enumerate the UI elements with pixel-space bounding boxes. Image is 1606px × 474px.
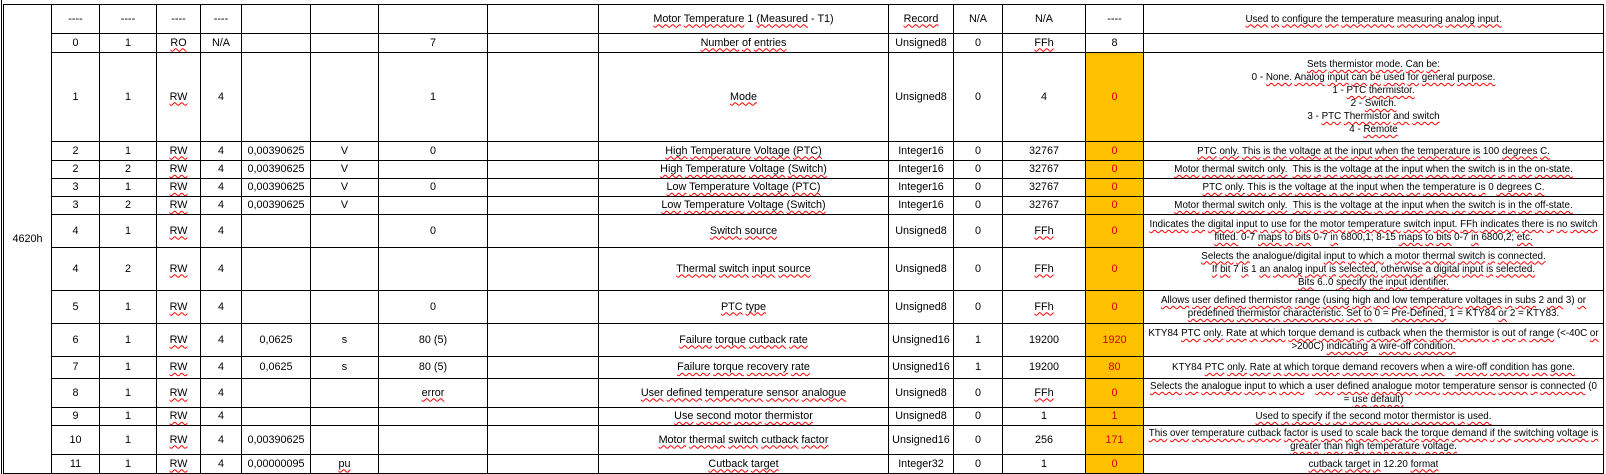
cell-slot[interactable]: 4 <box>201 379 242 408</box>
cell-spare[interactable] <box>488 291 599 324</box>
cell-sub-count[interactable]: 1 <box>100 455 157 474</box>
cell-sub-count[interactable]: 1 <box>100 142 157 161</box>
cell-max[interactable]: 32767 <box>1003 197 1086 215</box>
cell-spare[interactable] <box>488 248 599 291</box>
cell-units[interactable]: V <box>311 161 379 179</box>
table-row <box>4 161 1604 179</box>
cell-subindex[interactable]: 8 <box>52 379 100 408</box>
cell-default[interactable] <box>379 5 488 34</box>
cell-slot[interactable]: 4 <box>201 426 242 455</box>
cell-data-type[interactable]: Integer16 <box>889 197 954 215</box>
cell-value[interactable]: ---- <box>1086 5 1144 34</box>
cell-max[interactable]: 32767 <box>1003 142 1086 161</box>
cell-value[interactable]: 0 <box>1086 197 1144 215</box>
cell-access[interactable]: RW <box>157 142 201 161</box>
cell-min[interactable]: 0 <box>954 408 1003 426</box>
cell-spare[interactable] <box>488 34 599 53</box>
cell-subindex[interactable]: 2 <box>52 161 100 179</box>
cell-slot[interactable]: 4 <box>201 357 242 379</box>
cell-value[interactable]: 0 <box>1086 248 1144 291</box>
cell-name[interactable]: Motor Temperature 1 (Measured - T1) <box>599 5 889 34</box>
table-row <box>4 248 1604 291</box>
cell-sub-count[interactable]: ---- <box>100 5 157 34</box>
cell-name[interactable]: Mode <box>599 53 889 142</box>
cell-access[interactable]: RW <box>157 53 201 142</box>
cell-slot[interactable]: ---- <box>201 5 242 34</box>
dictionary-table-body <box>4 5 1604 474</box>
cell-units[interactable]: V <box>311 197 379 215</box>
cell-access[interactable]: RW <box>157 248 201 291</box>
cell-scaling[interactable]: 0,00390625 <box>242 179 311 197</box>
cell-spare[interactable] <box>488 324 599 357</box>
cell-sub-count[interactable]: 1 <box>100 324 157 357</box>
table-row <box>4 197 1604 215</box>
cell-units[interactable]: V <box>311 142 379 161</box>
cell-name[interactable]: Low Temperature Voltage (Switch) <box>599 197 889 215</box>
cell-sub-count[interactable]: 1 <box>100 357 157 379</box>
cell-description[interactable]: Motor thermal switch only. This is the voltage at the input when the switch is in the on-state. <box>1144 161 1604 179</box>
table-row <box>4 215 1604 248</box>
cell-access[interactable]: RW <box>157 455 201 474</box>
cell-value[interactable]: 0 <box>1086 215 1144 248</box>
cell-description[interactable]: PTC only. This is the voltage at the input when the temperature is 0 degrees C. <box>1144 179 1604 197</box>
cell-default[interactable]: 80 (5) <box>379 357 488 379</box>
cell-min[interactable]: 0 <box>954 248 1003 291</box>
cell-access[interactable]: RW <box>157 357 201 379</box>
cell-scaling[interactable]: 0,00000095 <box>242 455 311 474</box>
cell-sub-count[interactable]: 1 <box>100 379 157 408</box>
cell-scaling[interactable] <box>242 408 311 426</box>
cell-sub-count[interactable]: 1 <box>100 215 157 248</box>
cell-subindex[interactable]: 11 <box>52 455 100 474</box>
cell-subindex[interactable]: 9 <box>52 408 100 426</box>
table-row <box>4 455 1604 474</box>
cell-units[interactable] <box>311 248 379 291</box>
cell-slot[interactable]: 4 <box>201 161 242 179</box>
cell-scaling[interactable] <box>242 215 311 248</box>
cell-spare[interactable] <box>488 197 599 215</box>
cell-data-type[interactable]: Unsigned8 <box>889 408 954 426</box>
cell-subindex[interactable]: 7 <box>52 357 100 379</box>
cell-min[interactable]: N/A <box>954 5 1003 34</box>
cell-subindex[interactable]: 6 <box>52 324 100 357</box>
cell-default[interactable] <box>379 426 488 455</box>
cell-scaling[interactable] <box>242 5 311 34</box>
cell-subindex[interactable]: 4 <box>52 215 100 248</box>
cell-name[interactable]: Low Temperature Voltage (PTC) <box>599 179 889 197</box>
cell-default[interactable]: 0 <box>379 291 488 324</box>
cell-subindex[interactable]: 2 <box>52 142 100 161</box>
table-row <box>4 34 1604 53</box>
cell-sub-count[interactable]: 1 <box>100 408 157 426</box>
cell-data-type[interactable]: Unsigned8 <box>889 248 954 291</box>
cell-units[interactable] <box>311 215 379 248</box>
cell-slot[interactable]: 4 <box>201 215 242 248</box>
cell-min[interactable]: 0 <box>954 179 1003 197</box>
cell-units[interactable]: V <box>311 179 379 197</box>
cell-data-type[interactable]: Unsigned16 <box>889 324 954 357</box>
cell-data-type[interactable]: Unsigned8 <box>889 291 954 324</box>
cell-scaling[interactable]: 0,00390625 <box>242 142 311 161</box>
cell-scaling[interactable] <box>242 53 311 142</box>
cell-description[interactable]: Selects the analogue/digital input to which a motor thermal switch is connected. If bit 7 is 1 an analog input is selected, otherwise a digital input is selected. Bits 6..0 specify the input identifier. <box>1144 248 1604 291</box>
cell-spare[interactable] <box>488 455 599 474</box>
table-row <box>4 179 1604 197</box>
cell-access[interactable]: RW <box>157 161 201 179</box>
cell-sub-count[interactable]: 1 <box>100 34 157 53</box>
cell-name[interactable]: User defined temperature sensor analogue <box>599 379 889 408</box>
cell-access[interactable]: RW <box>157 379 201 408</box>
cell-subindex[interactable]: 10 <box>52 426 100 455</box>
cell-scaling[interactable]: 0,0625 <box>242 357 311 379</box>
table-row <box>4 291 1604 324</box>
cell-min[interactable]: 0 <box>954 197 1003 215</box>
cell-slot[interactable]: 4 <box>201 197 242 215</box>
cell-slot[interactable]: N/A <box>201 34 242 53</box>
cell-sub-count[interactable]: 2 <box>100 161 157 179</box>
cell-data-type[interactable]: Unsigned8 <box>889 215 954 248</box>
cell-name[interactable]: PTC type <box>599 291 889 324</box>
cell-max[interactable]: FFh <box>1003 248 1086 291</box>
cell-slot[interactable]: 4 <box>201 408 242 426</box>
cell-spare[interactable] <box>488 179 599 197</box>
cell-units[interactable] <box>311 34 379 53</box>
table-row <box>4 408 1604 426</box>
object-dictionary-table <box>3 4 1604 474</box>
cell-default[interactable]: 0 <box>379 215 488 248</box>
cell-max[interactable]: 32767 <box>1003 179 1086 197</box>
cell-value[interactable]: 0 <box>1086 142 1144 161</box>
cell-min[interactable]: 1 <box>954 357 1003 379</box>
cell-subindex[interactable]: 4 <box>52 248 100 291</box>
cell-min[interactable]: 0 <box>954 53 1003 142</box>
cell-slot[interactable]: 4 <box>201 142 242 161</box>
cell-spare[interactable] <box>488 142 599 161</box>
cell-spare[interactable] <box>488 357 599 379</box>
cell-description[interactable]: Motor thermal switch only. This is the voltage at the input when the switch is in the off-state. <box>1144 197 1604 215</box>
cell-value[interactable]: 8 <box>1086 34 1144 53</box>
cell-access[interactable]: RW <box>157 324 201 357</box>
cell-name[interactable]: High Temperature Voltage (PTC) <box>599 142 889 161</box>
cell-units[interactable]: s <box>311 324 379 357</box>
cell-scaling[interactable]: 0,0625 <box>242 324 311 357</box>
cell-data-type[interactable]: Unsigned8 <box>889 34 954 53</box>
cell-name[interactable]: High Temperature Voltage (Switch) <box>599 161 889 179</box>
cell-subindex[interactable]: 1 <box>52 53 100 142</box>
table-row <box>4 5 1604 34</box>
cell-units[interactable] <box>311 291 379 324</box>
cell-description[interactable]: This over temperature cutback factor is used to scale back the torque demand if the switching voltage is greater than high temperature voltage. <box>1144 426 1604 455</box>
cell-slot[interactable]: 4 <box>201 455 242 474</box>
cell-max[interactable]: FFh <box>1003 34 1086 53</box>
cell-object-index[interactable]: 4620h <box>4 5 52 474</box>
cell-value[interactable]: 0 <box>1086 53 1144 142</box>
cell-access[interactable]: RW <box>157 179 201 197</box>
cell-subindex[interactable]: 5 <box>52 291 100 324</box>
cell-data-type[interactable]: Unsigned16 <box>889 426 954 455</box>
cell-subindex[interactable]: 0 <box>52 34 100 53</box>
cell-value[interactable]: 0 <box>1086 455 1144 474</box>
cell-description[interactable]: Allows user defined thermistor range (using high and low temperature voltages in subs 2 and 3) or predefined thermistor characteristic. Set to 0 = Pre-Defined, 1 = KTY84 or 2 = KTY83. <box>1144 291 1604 324</box>
cell-access[interactable]: RW <box>157 215 201 248</box>
cell-scaling[interactable] <box>242 248 311 291</box>
cell-value[interactable]: 80 <box>1086 357 1144 379</box>
cell-spare[interactable] <box>488 408 599 426</box>
cell-sub-count[interactable]: 2 <box>100 248 157 291</box>
cell-default[interactable]: 7 <box>379 34 488 53</box>
cell-default[interactable] <box>379 408 488 426</box>
cell-data-type[interactable]: Record <box>889 5 954 34</box>
cell-min[interactable]: 0 <box>954 34 1003 53</box>
cell-spare[interactable] <box>488 53 599 142</box>
cell-access[interactable]: RW <box>157 291 201 324</box>
cell-value[interactable]: 1 <box>1086 408 1144 426</box>
cell-value[interactable]: 0 <box>1086 161 1144 179</box>
cell-units[interactable] <box>311 53 379 142</box>
cell-max[interactable]: FFh <box>1003 215 1086 248</box>
cell-slot[interactable]: 4 <box>201 248 242 291</box>
cell-spare[interactable] <box>488 5 599 34</box>
cell-scaling[interactable]: 0,00390625 <box>242 197 311 215</box>
cell-sub-count[interactable]: 2 <box>100 197 157 215</box>
table-row <box>4 426 1604 455</box>
dictionary-table <box>3 4 1604 474</box>
cell-max[interactable]: 256 <box>1003 426 1086 455</box>
cell-units[interactable] <box>311 5 379 34</box>
cell-sub-count[interactable]: 1 <box>100 53 157 142</box>
cell-spare[interactable] <box>488 161 599 179</box>
cell-access[interactable]: RO <box>157 34 201 53</box>
cell-max[interactable]: 1 <box>1003 455 1086 474</box>
cell-data-type[interactable]: Integer16 <box>889 179 954 197</box>
cell-default[interactable] <box>379 248 488 291</box>
cell-description[interactable]: Sets thermistor mode. Can be: 0 - None. Analog input can be used for general purpose. 1 - PTC thermistor. 2 - Switch. 3 - PTC Thermistor and switch 4 - Remote <box>1144 53 1604 142</box>
cell-max[interactable]: 19200 <box>1003 324 1086 357</box>
cell-name[interactable]: Motor thermal switch cutback factor <box>599 426 889 455</box>
cell-units[interactable] <box>311 426 379 455</box>
cell-name[interactable]: Use second motor thermistor <box>599 408 889 426</box>
cell-spare[interactable] <box>488 426 599 455</box>
cell-description[interactable]: KTY84 PTC only. Rate at which torque demand recovers when a wire-off condition has gone. <box>1144 357 1604 379</box>
cell-max[interactable]: N/A <box>1003 5 1086 34</box>
cell-max[interactable]: 32767 <box>1003 161 1086 179</box>
cell-description[interactable]: Indicates the digital input to use for the motor temperature switch input. FFh indicates there is no switch fitted. 0-7 maps to bits 0-7 in 6800,1; 8-15 maps to bits 0-7 in 6800,2; etc. <box>1144 215 1604 248</box>
cell-data-type[interactable]: Unsigned8 <box>889 53 954 142</box>
cell-default[interactable]: 80 (5) <box>379 324 488 357</box>
cell-name[interactable]: Cutback target <box>599 455 889 474</box>
cell-data-type[interactable]: Unsigned8 <box>889 379 954 408</box>
cell-scaling[interactable] <box>242 291 311 324</box>
cell-scaling[interactable]: 0,00390625 <box>242 161 311 179</box>
cell-subindex[interactable]: 3 <box>52 179 100 197</box>
cell-min[interactable]: 0 <box>954 291 1003 324</box>
cell-units[interactable] <box>311 408 379 426</box>
cell-value[interactable]: 0 <box>1086 291 1144 324</box>
cell-data-type[interactable]: Unsigned16 <box>889 357 954 379</box>
cell-max[interactable]: 19200 <box>1003 357 1086 379</box>
cell-description[interactable]: Used to specify if the second motor thermistor is used. <box>1144 408 1604 426</box>
cell-description[interactable]: Used to configure the temperature measuring analog input. <box>1144 5 1604 34</box>
cell-subindex[interactable]: ---- <box>52 5 100 34</box>
cell-access[interactable]: ---- <box>157 5 201 34</box>
cell-description[interactable]: PTC only. This is the voltage at the input when the temperature is 100 degrees C. <box>1144 142 1604 161</box>
cell-scaling[interactable]: 0,00390625 <box>242 426 311 455</box>
cell-min[interactable]: 0 <box>954 161 1003 179</box>
cell-description[interactable]: Selects the analogue input to which a user defined analogue motor temperature sensor is connected (0 = use default) <box>1144 379 1604 408</box>
cell-min[interactable]: 0 <box>954 379 1003 408</box>
cell-name[interactable]: Number of entries <box>599 34 889 53</box>
cell-slot[interactable]: 4 <box>201 53 242 142</box>
cell-units[interactable]: pu <box>311 455 379 474</box>
cell-default[interactable]: 0 <box>379 179 488 197</box>
cell-subindex[interactable]: 3 <box>52 197 100 215</box>
cell-default[interactable]: 1 <box>379 53 488 142</box>
cell-description[interactable]: KTY84 PTC only. Rate at which torque demand is cutback when the thermistor is out of range (<-40C or >200C) indicating a wire-off condition. <box>1144 324 1604 357</box>
cell-spare[interactable] <box>488 215 599 248</box>
cell-value[interactable]: 1920 <box>1086 324 1144 357</box>
cell-description[interactable]: cutback target in 12.20 format <box>1144 455 1604 474</box>
cell-max[interactable]: FFh <box>1003 291 1086 324</box>
cell-name[interactable]: Switch source <box>599 215 889 248</box>
cell-slot[interactable]: 4 <box>201 179 242 197</box>
cell-min[interactable]: 1 <box>954 324 1003 357</box>
cell-default[interactable] <box>379 161 488 179</box>
cell-value[interactable]: 171 <box>1086 426 1144 455</box>
cell-default[interactable] <box>379 455 488 474</box>
cell-scaling[interactable] <box>242 34 311 53</box>
cell-spare[interactable] <box>488 379 599 408</box>
cell-data-type[interactable]: Integer32 <box>889 455 954 474</box>
cell-max[interactable]: FFh <box>1003 379 1086 408</box>
cell-max[interactable]: 4 <box>1003 53 1086 142</box>
cell-scaling[interactable] <box>242 379 311 408</box>
cell-max[interactable]: 1 <box>1003 408 1086 426</box>
cell-slot[interactable]: 4 <box>201 291 242 324</box>
cell-data-type[interactable]: Integer16 <box>889 142 954 161</box>
table-row <box>4 53 1604 142</box>
table-row <box>4 142 1604 161</box>
cell-default[interactable]: error <box>379 379 488 408</box>
cell-name[interactable]: Failure torque cutback rate <box>599 324 889 357</box>
cell-value[interactable]: 0 <box>1086 379 1144 408</box>
table-row <box>4 379 1604 408</box>
cell-min[interactable]: 0 <box>954 142 1003 161</box>
cell-access[interactable]: RW <box>157 426 201 455</box>
cell-data-type[interactable]: Integer16 <box>889 161 954 179</box>
cell-name[interactable]: Failure torque recovery rate <box>599 357 889 379</box>
cell-sub-count[interactable]: 1 <box>100 291 157 324</box>
cell-units[interactable] <box>311 379 379 408</box>
cell-description[interactable] <box>1144 34 1604 53</box>
page-edge-line <box>1 0 2 474</box>
cell-min[interactable]: 0 <box>954 455 1003 474</box>
cell-units[interactable]: s <box>311 357 379 379</box>
cell-name[interactable]: Thermal switch input source <box>599 248 889 291</box>
cell-value[interactable]: 0 <box>1086 179 1144 197</box>
cell-default[interactable]: 0 <box>379 142 488 161</box>
cell-slot[interactable]: 4 <box>201 324 242 357</box>
cell-access[interactable]: RW <box>157 197 201 215</box>
cell-sub-count[interactable]: 1 <box>100 426 157 455</box>
cell-sub-count[interactable]: 1 <box>100 179 157 197</box>
cell-min[interactable]: 0 <box>954 426 1003 455</box>
cell-access[interactable]: RW <box>157 408 201 426</box>
table-row <box>4 357 1604 379</box>
cell-min[interactable]: 0 <box>954 215 1003 248</box>
cell-default[interactable] <box>379 197 488 215</box>
table-row <box>4 324 1604 357</box>
